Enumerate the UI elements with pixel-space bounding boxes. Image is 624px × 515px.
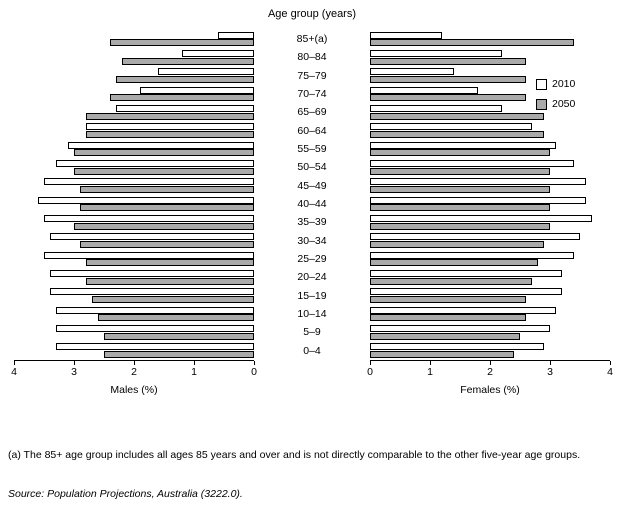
- age-group-label: 70–74: [297, 88, 327, 100]
- bar-2050-males: [86, 278, 254, 285]
- pyramid-row: [14, 158, 254, 176]
- pyramid-row: [370, 287, 610, 305]
- bar-2050-females: [370, 259, 538, 266]
- bar-2050-females: [370, 39, 574, 46]
- bar-2010-males: [116, 105, 254, 112]
- pyramid-row: [14, 140, 254, 158]
- pyramid-row: [14, 195, 254, 213]
- bar-2050-females: [370, 241, 544, 248]
- pyramid-row: [370, 177, 610, 195]
- bar-2050-males: [74, 223, 254, 230]
- axis-tick-label: 0: [251, 366, 257, 378]
- axis-tick: [610, 361, 611, 365]
- legend-label-2050: 2050: [552, 98, 576, 110]
- age-group-label: 80–84: [297, 51, 327, 64]
- bar-2050-females: [370, 58, 526, 65]
- males-panel: [11, 30, 257, 396]
- age-group-label: 75–79: [297, 69, 327, 82]
- bar-2050-males: [80, 204, 254, 211]
- pyramid-row: [370, 140, 610, 158]
- age-group-label: 20–24: [297, 271, 327, 284]
- bar-2010-males: [56, 307, 254, 314]
- pyramid-row: [14, 305, 254, 323]
- bar-2010-males: [56, 160, 254, 167]
- age-group-label: 0–4: [303, 344, 321, 357]
- bar-2010-males: [50, 270, 254, 277]
- bar-2010-females: [370, 160, 574, 167]
- bar-2050-females: [370, 113, 544, 120]
- pyramid-row: [370, 268, 610, 286]
- axis-tick: [490, 361, 491, 365]
- legend-item-2010: [536, 78, 575, 90]
- age-group-label: 10–14: [297, 308, 327, 320]
- bar-2050-females: [370, 149, 550, 156]
- bar-2050-females: [370, 168, 550, 175]
- bar-2050-males: [80, 241, 254, 248]
- bar-2010-females: [370, 343, 544, 350]
- pyramid-row: [14, 48, 254, 66]
- bar-2050-males: [104, 351, 254, 358]
- bar-2050-females: [370, 94, 526, 101]
- bar-2050-males: [86, 131, 254, 138]
- axis-tick-label: 1: [427, 366, 433, 378]
- axis-tick-label: 2: [131, 366, 137, 378]
- bar-2010-females: [370, 215, 592, 222]
- pyramid-row: [14, 85, 254, 103]
- chart-title-text: Age group (years): [267, 8, 357, 20]
- females-axis-title: Females (%): [460, 384, 520, 396]
- footnote: (a) The 85+ age group includes all ages 85 years and over and is not directly comparable to the other five-year age groups.: [8, 449, 581, 461]
- bar-2050-males: [110, 39, 254, 46]
- bar-2010-females: [370, 105, 502, 112]
- males-axis-title: Males (%): [110, 384, 158, 396]
- age-group-label: 65–69: [297, 106, 327, 119]
- bar-2010-males: [56, 343, 254, 350]
- bar-2050-males: [74, 168, 254, 175]
- bar-2050-males: [80, 186, 254, 193]
- axis-tick-label: 1: [191, 366, 197, 378]
- pyramid-row: [14, 232, 254, 250]
- pyramid-row: [14, 268, 254, 286]
- legend-swatch-2050: [536, 99, 547, 110]
- bar-2050-females: [370, 186, 550, 193]
- axis-tick-label: 4: [11, 366, 17, 378]
- age-group-label: 40–44: [297, 198, 327, 210]
- bar-2050-males: [92, 296, 254, 303]
- bar-2050-females: [370, 131, 544, 138]
- bar-2010-females: [370, 233, 580, 240]
- bar-2010-males: [44, 178, 254, 185]
- axis-tick: [254, 361, 255, 365]
- pyramid-row: [14, 67, 254, 85]
- age-group-label: 50–54: [297, 161, 327, 174]
- pyramid-row: [370, 158, 610, 176]
- pyramid-row: [14, 122, 254, 140]
- bar-2010-males: [56, 325, 254, 332]
- bar-2010-males: [38, 197, 254, 204]
- age-group-labels: [258, 30, 366, 360]
- bar-2010-males: [44, 252, 254, 259]
- bar-2010-males: [182, 50, 254, 57]
- bar-2050-females: [370, 314, 526, 321]
- axis-tick-label: 0: [367, 366, 373, 378]
- pyramid-row: [14, 30, 254, 48]
- bar-2010-females: [370, 68, 454, 75]
- age-group-label: 35–39: [297, 216, 327, 229]
- age-group-label: 60–64: [297, 124, 327, 137]
- age-group-label: 55–59: [297, 143, 327, 155]
- axis-tick: [134, 361, 135, 365]
- pyramid-row: [14, 342, 254, 360]
- bar-2010-females: [370, 270, 562, 277]
- bar-2010-females: [370, 142, 556, 149]
- bar-2010-males: [218, 32, 254, 39]
- bar-2050-males: [104, 333, 254, 340]
- bar-2050-females: [370, 204, 550, 211]
- axis-tick-label: 3: [547, 366, 553, 378]
- bar-2010-males: [158, 68, 254, 75]
- bar-2010-females: [370, 288, 562, 295]
- axis-tick-label: 2: [487, 366, 493, 378]
- bar-2010-females: [370, 197, 586, 204]
- age-group-label: 45–49: [297, 179, 327, 192]
- pyramid-row: [370, 122, 610, 140]
- pyramid-plot-area: [11, 30, 613, 396]
- pyramid-row: [370, 30, 610, 48]
- bar-2050-males: [116, 76, 254, 83]
- axis-tick: [550, 361, 551, 365]
- bar-2050-males: [98, 314, 254, 321]
- axis-tick-label: 4: [607, 366, 613, 378]
- bar-2010-females: [370, 123, 532, 130]
- pyramid-row: [14, 323, 254, 341]
- pyramid-row: [370, 342, 610, 360]
- bar-2010-females: [370, 307, 556, 314]
- source-note: Source: Population Projections, Australia (3222.0).: [8, 488, 243, 500]
- bar-2050-males: [110, 94, 254, 101]
- bar-2010-females: [370, 325, 550, 332]
- pyramid-row: [370, 305, 610, 323]
- pyramid-row: [370, 323, 610, 341]
- bar-2010-females: [370, 50, 502, 57]
- axis-tick-label: 3: [71, 366, 77, 378]
- age-group-label: 30–34: [297, 234, 327, 247]
- legend-swatch-2010: [536, 79, 547, 90]
- bar-2010-males: [50, 288, 254, 295]
- legend-item-2050: [536, 98, 575, 110]
- pyramid-row: [14, 250, 254, 268]
- pyramid-row: [14, 177, 254, 195]
- age-group-label: 15–19: [297, 289, 327, 302]
- bar-2010-females: [370, 252, 574, 259]
- bar-2050-females: [370, 278, 532, 285]
- age-group-label: 85+(a): [296, 33, 328, 45]
- chart-legend: [536, 78, 575, 118]
- pyramid-row: [370, 250, 610, 268]
- bar-2050-females: [370, 333, 520, 340]
- axis-tick: [194, 361, 195, 365]
- bar-2010-females: [370, 87, 478, 94]
- bar-2050-females: [370, 296, 526, 303]
- axis-tick: [74, 361, 75, 365]
- bar-2050-females: [370, 223, 550, 230]
- pyramid-row: [370, 232, 610, 250]
- bar-2050-males: [122, 58, 254, 65]
- bar-2010-males: [44, 215, 254, 222]
- axis-tick: [14, 361, 15, 365]
- age-group-label: 25–29: [297, 253, 327, 265]
- age-group-label: 5–9: [303, 326, 321, 339]
- bar-2050-males: [74, 149, 254, 156]
- bar-2010-females: [370, 178, 586, 185]
- pyramid-row: [14, 103, 254, 121]
- pyramid-row: [370, 213, 610, 231]
- bar-2010-males: [68, 142, 254, 149]
- bar-2050-females: [370, 76, 526, 83]
- bar-2010-males: [86, 123, 254, 130]
- bar-2050-males: [86, 259, 254, 266]
- bar-2050-females: [370, 351, 514, 358]
- axis-tick: [370, 361, 371, 365]
- pyramid-row: [370, 195, 610, 213]
- pyramid-row: [14, 287, 254, 305]
- axis-tick: [430, 361, 431, 365]
- bar-2050-males: [86, 113, 254, 120]
- pyramid-row: [14, 213, 254, 231]
- bar-2010-males: [140, 87, 254, 94]
- bar-2010-females: [370, 32, 442, 39]
- legend-label-2010: 2010: [552, 78, 576, 90]
- chart-title: [0, 8, 624, 20]
- pyramid-row: [370, 48, 610, 66]
- bar-2010-males: [50, 233, 254, 240]
